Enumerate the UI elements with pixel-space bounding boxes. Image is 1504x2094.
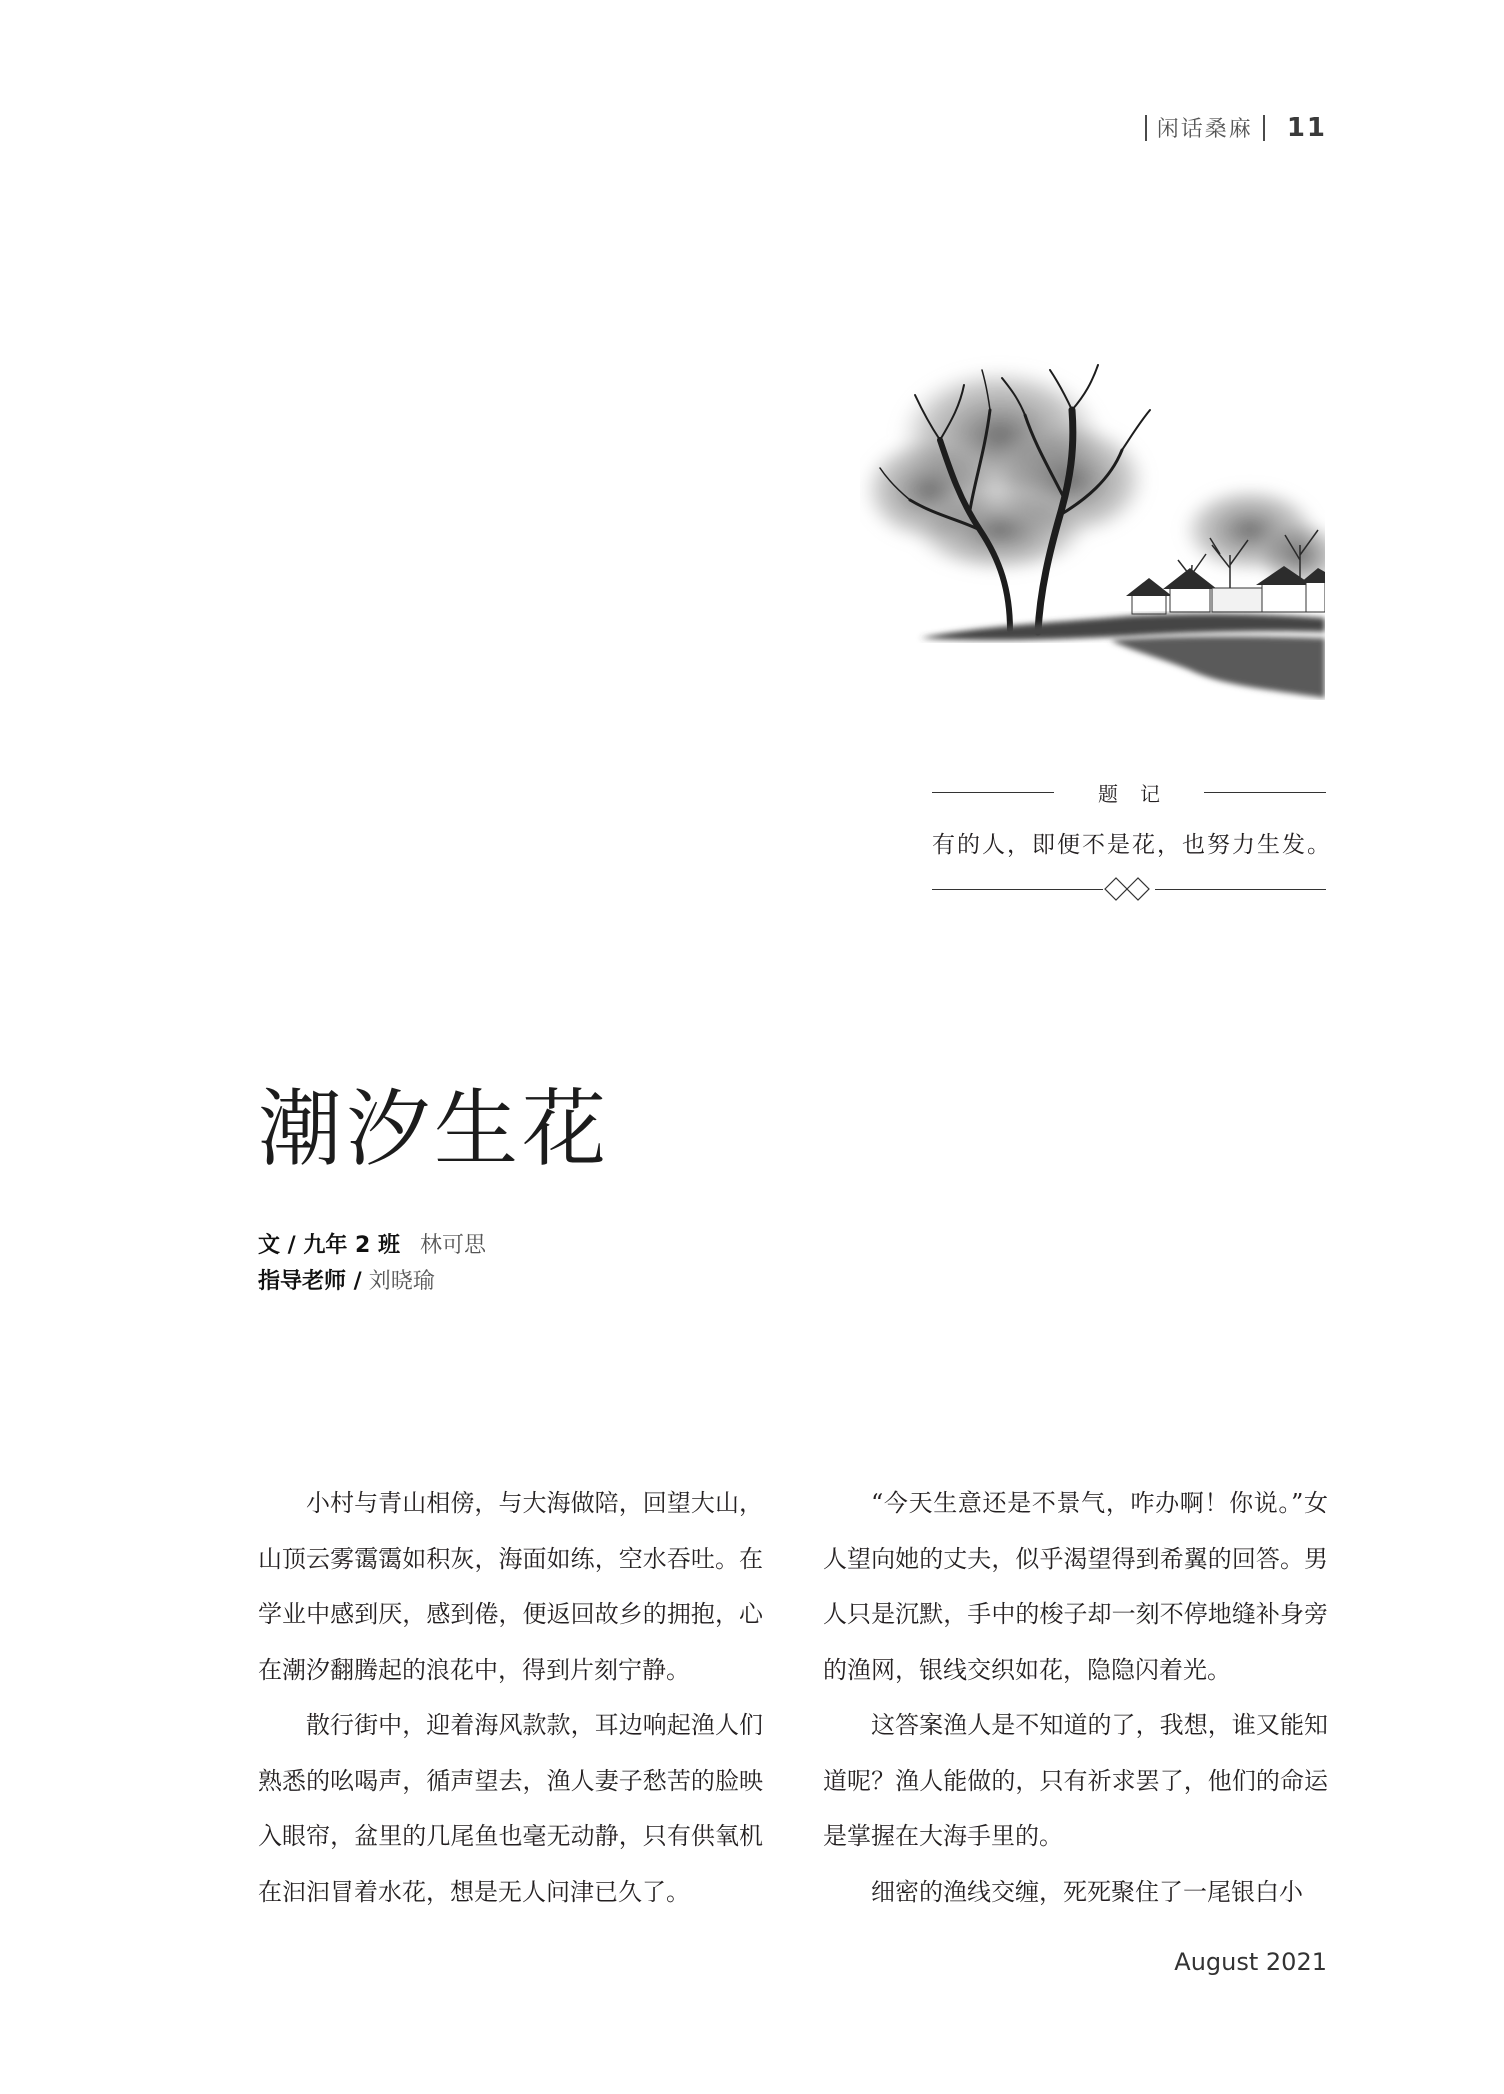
author-prefix: 文 / 九年 2 班 bbox=[258, 1233, 400, 1258]
epigraph-text: 有的人，即便不是花，也努力生发。 bbox=[932, 832, 1332, 858]
article-title: 潮汐生花 bbox=[258, 1080, 611, 1178]
paragraph: 小村与青山相傍，与大海做陪，回望大山，山顶云雾霭霭如积灰，海面如练，空水吞吐。在学业中感到厌，感到倦，便返回故乡的拥抱，心在潮汐翻腾起的浪花中，得到片刻宁静。 bbox=[258, 1489, 763, 1684]
paragraph: 这答案渔人是不知道的了，我想，谁又能知道呢？渔人能做的，只有祈求罢了，他们的命运是掌握在大海手里的。 bbox=[823, 1711, 1328, 1850]
teacher-line bbox=[258, 1264, 486, 1300]
header-divider-right bbox=[1263, 115, 1265, 141]
epigraph-rule-left bbox=[932, 792, 1054, 793]
page-number: 11 bbox=[1286, 112, 1327, 143]
ink-landscape-illustration bbox=[860, 340, 1325, 700]
body-column-left bbox=[258, 1476, 763, 1920]
paragraph: 散行街中，迎着海风款款，耳边响起渔人们熟悉的吆喝声，循声望去，渔人妻子愁苦的脸映入眼帘，盆里的几尾鱼也毫无动静，只有供氧机在汩汩冒着水花，想是无人问津已久了。 bbox=[258, 1711, 763, 1906]
epigraph-ornament bbox=[932, 875, 1326, 903]
author-line bbox=[258, 1228, 486, 1264]
epigraph-rule-right bbox=[1204, 792, 1326, 793]
running-header bbox=[1145, 112, 1327, 143]
double-diamond-icon bbox=[1103, 876, 1155, 902]
epigraph-header bbox=[932, 776, 1326, 808]
header-divider-left bbox=[1145, 115, 1147, 141]
author-name: 林可思 bbox=[419, 1233, 486, 1258]
byline bbox=[258, 1228, 486, 1300]
section-name: 闲话桑麻 bbox=[1156, 117, 1253, 142]
paragraph: 细密的渔线交缠，死死聚住了一尾银白小 bbox=[871, 1877, 1303, 1906]
epigraph-label: 题记 bbox=[1098, 781, 1182, 806]
epigraph bbox=[932, 776, 1332, 903]
issue-date: August 2021 bbox=[1174, 1948, 1327, 1976]
teacher-prefix: 指导老师 / bbox=[258, 1269, 362, 1294]
body-column-right bbox=[823, 1476, 1328, 1920]
teacher-name: 刘晓瑜 bbox=[368, 1269, 435, 1294]
paragraph: “今天生意还是不景气，咋办啊！你说。”女人望向她的丈夫，似乎渴望得到希翼的回答。男人只是沉默，手中的梭子却一刻不停地缝补身旁的渔网，银线交织如花，隐隐闪着光。 bbox=[823, 1489, 1328, 1684]
